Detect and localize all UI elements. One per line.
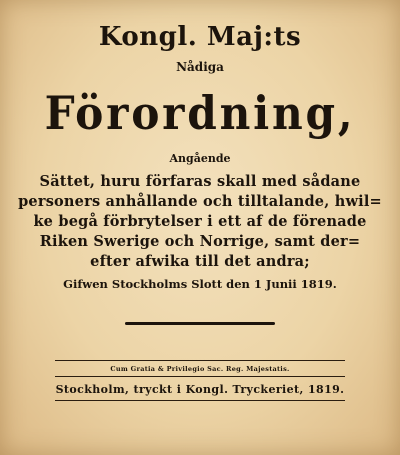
body-line: Riken Swerige och Norrige, samt der= — [39, 233, 361, 250]
body-line: efter afwika till det andra; — [90, 253, 310, 270]
given-date-line: Gifwen Stockholms Slott den 1 Junii 1819. — [63, 277, 337, 291]
body-line: Sättet, huru förfaras skall med sådane — [39, 173, 361, 190]
imprint-line: Stockholm, tryckt i Kongl. Tryckeriet, 1819. — [55, 383, 345, 396]
divider-line — [55, 400, 345, 401]
document-title: Förordning, — [44, 86, 356, 140]
ornamental-rule — [125, 322, 275, 325]
privilege-line: Cum Gratia & Privilegio Sac. Reg. Majestatis. — [110, 365, 290, 373]
document-heading: Kongl. Maj:ts — [98, 22, 302, 52]
divider-line — [55, 360, 345, 361]
body-line: ke begå förbrytelser i ett af de förenade — [33, 213, 367, 230]
divider-line — [55, 376, 345, 377]
concerning-label: Angående — [169, 152, 231, 165]
body-line: personers anhållande och tilltalande, hwil= — [18, 193, 382, 210]
document-subheading: Nådiga — [176, 60, 224, 74]
